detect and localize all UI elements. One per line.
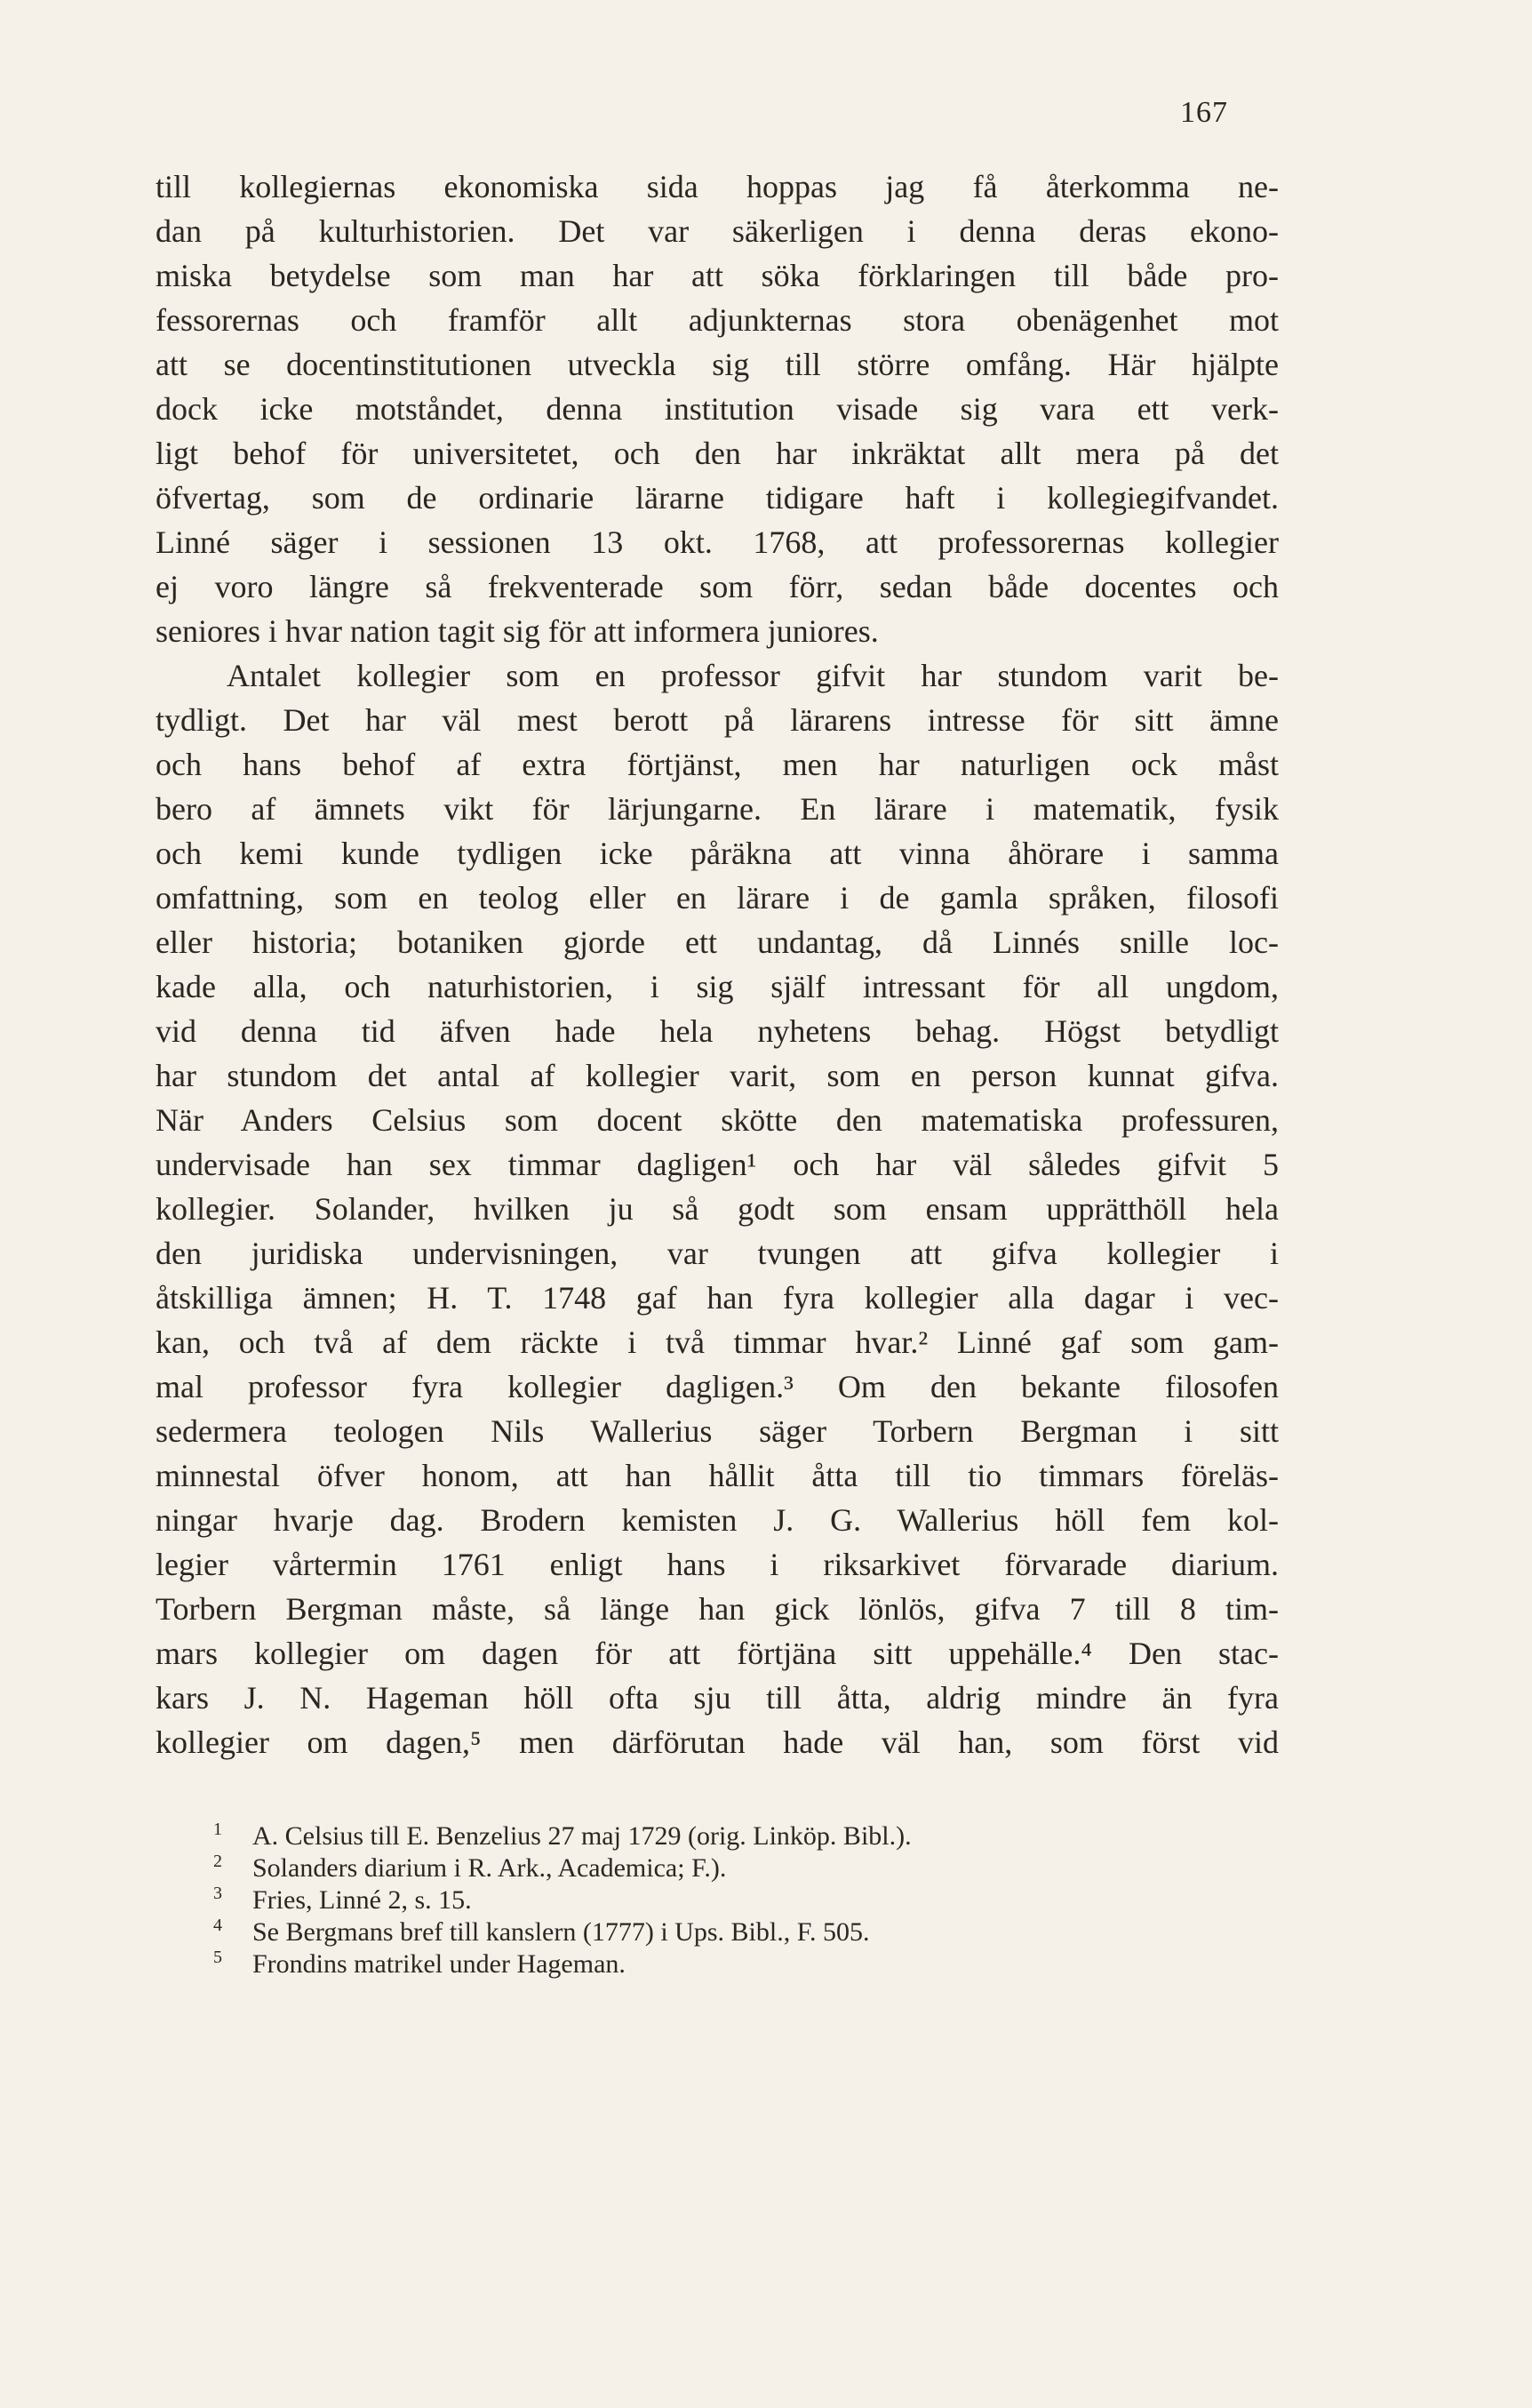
text-line: och hans behof af extra förtjänst, men har naturligen ock måst — [156, 747, 1279, 782]
footnote: 4 Se Bergmans bref till kanslern (1777) i Ups. Bibl., F. 505. — [213, 1916, 870, 1947]
footnote-text: Se Bergmans bref till kanslern (1777) i Ups. Bibl., F. 505. — [252, 1917, 870, 1947]
text-line: Antalet kollegier som en professor gifvit har stundom varit be- — [227, 658, 1279, 693]
text-line: bero af ämnets vikt för lärjungarne. En lärare i matematik, fysik — [156, 791, 1279, 827]
text-line: omfattning, som en teolog eller en lärare i de gamla språken, filosofi — [156, 880, 1279, 916]
text-line: har stundom det antal af kollegier varit, som en person kunnat gifva. — [156, 1058, 1279, 1093]
text-line: till kollegiernas ekonomiska sida hoppas jag få återkomma ne- — [156, 169, 1279, 204]
text-line: att se docentinstitutionen utveckla sig till större omfång. Här hjälpte — [156, 347, 1279, 382]
footnote-text: Frondins matrikel under Hageman. — [252, 1949, 626, 1979]
text-line: kan, och två af dem räckte i två timmar hvar.² Linné gaf som gam- — [156, 1324, 1279, 1360]
text-line: kars J. N. Hageman höll ofta sju till åtta, aldrig mindre än fyra — [156, 1680, 1279, 1716]
text-line: och kemi kunde tydligen icke påräkna att vinna åhörare i samma — [156, 836, 1279, 871]
text-line: åtskilliga ämnen; H. T. 1748 gaf han fyra kollegier alla dagar i vec- — [156, 1280, 1279, 1316]
text-line: legier vårtermin 1761 enligt hans i riksarkivet förvarade diarium. — [156, 1547, 1279, 1582]
text-line: öfvertag, som de ordinarie lärarne tidigare haft i kollegiegifvandet. — [156, 480, 1279, 516]
text-line: dock icke motståndet, denna institution visade sig vara ett verk- — [156, 391, 1279, 427]
text-line: ligt behof för universitetet, och den har inkräktat allt mera på det — [156, 436, 1279, 471]
text-line: seniores i hvar nation tagit sig för att informera juniores. — [156, 613, 879, 649]
text-line: undervisade han sex timmar dagligen¹ och har väl således gifvit 5 — [156, 1147, 1279, 1182]
text-line: fessorernas och framför allt adjunkternas stora obenägenhet mot — [156, 302, 1279, 338]
footnote: 2 Solanders diarium i R. Ark., Academica; F.). — [213, 1852, 727, 1883]
text-line: ej voro längre så frekventerade som förr, sedan både docentes och — [156, 569, 1279, 604]
footnotes — [213, 1820, 1280, 1980]
text-line: miska betydelse som man har att söka förklaringen till både pro- — [156, 258, 1279, 293]
footnote: 5 Frondins matrikel under Hageman. — [213, 1948, 626, 1979]
text-line: kollegier. Solander, hvilken ju så godt som ensam upprätthöll hela — [156, 1191, 1279, 1227]
page-number: 167 — [1180, 96, 1228, 129]
text-line: den juridiska undervisningen, var tvungen att gifva kollegier i — [156, 1236, 1279, 1271]
footnote: 3 Fries, Linné 2, s. 15. — [213, 1884, 472, 1915]
text-line: kollegier om dagen,⁵ men därförutan hade väl han, som först vid — [156, 1724, 1279, 1760]
footnote-text: Fries, Linné 2, s. 15. — [252, 1885, 472, 1915]
text-line: Torbern Bergman måste, så länge han gick lönlös, gifva 7 till 8 tim- — [156, 1591, 1279, 1627]
text-line: kade alla, och naturhistorien, i sig själf intressant för all ungdom, — [156, 969, 1279, 1004]
text-line: mars kollegier om dagen för att förtjäna sitt uppehälle.⁴ Den stac- — [156, 1636, 1279, 1671]
text-line: dan på kulturhistorien. Det var säkerligen i denna deras ekono- — [156, 213, 1279, 249]
body-text — [156, 164, 1279, 1764]
text-line: Linné säger i sessionen 13 okt. 1768, att professorernas kollegier — [156, 524, 1279, 560]
text-line: När Anders Celsius som docent skötte den matematiska professuren, — [156, 1102, 1279, 1138]
text-line: vid denna tid äfven hade hela nyhetens behag. Högst betydligt — [156, 1013, 1279, 1049]
footnote: 1 A. Celsius till E. Benzelius 27 maj 1729 (orig. Linköp. Bibl.). — [213, 1820, 912, 1851]
text-line: tydligt. Det har väl mest berott på lärarens intresse för sitt ämne — [156, 702, 1279, 738]
text-line: eller historia; botaniken gjorde ett undantag, då Linnés snille loc- — [156, 924, 1279, 960]
text-line: sedermera teologen Nils Wallerius säger Torbern Bergman i sitt — [156, 1413, 1279, 1449]
text-line: mal professor fyra kollegier dagligen.³ Om den bekante filosofen — [156, 1369, 1279, 1404]
text-line: ningar hvarje dag. Brodern kemisten J. G. Wallerius höll fem kol- — [156, 1502, 1279, 1538]
footnote-text: Solanders diarium i R. Ark., Academica; F.). — [252, 1853, 727, 1883]
text-line: minnestal öfver honom, att han hållit åtta till tio timmars föreläs- — [156, 1458, 1279, 1493]
footnote-text: A. Celsius till E. Benzelius 27 maj 1729 (orig. Linköp. Bibl.). — [252, 1821, 912, 1851]
